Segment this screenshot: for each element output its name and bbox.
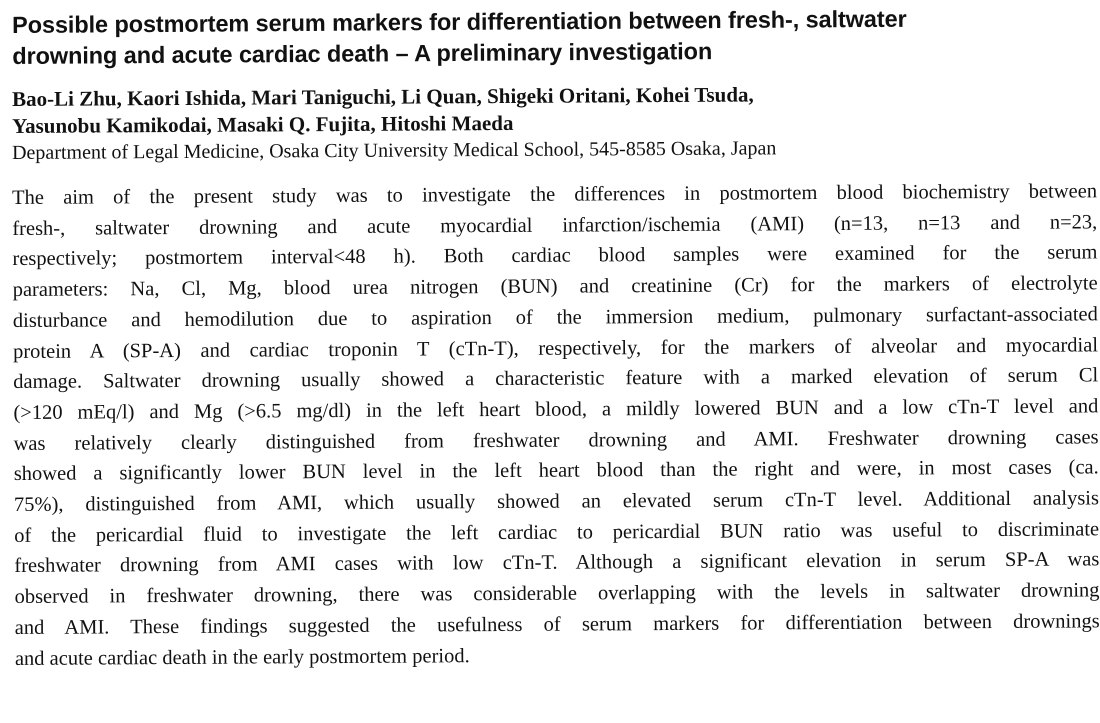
abstract	[12, 176, 1100, 674]
author-line: Yasunobu Kamikodai, Masaki Q. Fujita, Hitoshi Maeda	[12, 110, 514, 138]
abstract-line: respectively; postmortem interval<48 h). Both cardiac blood samples were examined for the serum	[12, 241, 1098, 271]
abstract-line: showed a significantly lower BUN level in the left heart blood than the right and were, in most cases (ca.	[13, 456, 1099, 486]
abstract-line: damage. Saltwater drowning usually showed a characteristic feature with a marked elevation of serum Cl	[13, 364, 1099, 394]
abstract-line: freshwater drowning from AMI cases with low cTn-T. Although a significant elevation in serum SP-A was	[14, 548, 1100, 578]
author-list	[12, 79, 1097, 140]
title-line: drowning and acute cardiac death – A preliminary investigation	[12, 38, 713, 69]
paper-title	[12, 2, 1097, 72]
abstract-line: fresh-, saltwater drowning and acute myocardial infarction/ischemia (AMI) (n=13, n=13 and n=23,	[12, 211, 1098, 240]
title-line: Possible postmortem serum markers for differentiation between fresh-, saltwater	[12, 5, 907, 38]
abstract-line: and AMI. These findings suggested the usefulness of serum markers for differentiation between drownings	[14, 610, 1100, 639]
abstract-line: and acute cardiac death in the early postmortem period.	[14, 644, 470, 670]
author-line: Bao-Li Zhu, Kaori Ishida, Mari Taniguchi, Li Quan, Shigeki Oritani, Kohei Tsuda,	[12, 82, 754, 111]
abstract-line: disturbance and hemodilution due to aspiration of the immersion medium, pulmonary surfactant-associated	[12, 303, 1098, 332]
abstract-line: was relatively clearly distinguished from freshwater drowning and AMI. Freshwater drowning cases	[13, 425, 1099, 455]
abstract-line: protein A (SP-A) and cardiac troponin T (cTn-T), respectively, for the markers of alveolar and myocardial	[12, 333, 1099, 363]
abstract-line: observed in freshwater drowning, there was considerable overlapping with the levels in saltwater drowning	[14, 579, 1100, 609]
abstract-line: (>120 mEq/l) and Mg (>6.5 mg/dl) in the left heart blood, a mildly lowered BUN and a low cTn-T level and	[13, 395, 1099, 424]
affiliation: Department of Legal Medicine, Osaka City University Medical School, 545-8585 Osaka, Japan	[12, 137, 777, 164]
abstract-line: of the pericardial fluid to investigate the left cardiac to pericardial BUN ratio was useful to discriminate	[14, 518, 1100, 547]
paper-page	[12, 5, 1100, 674]
abstract-line: The aim of the present study was to investigate the differences in postmortem blood biochemistry between	[12, 180, 1098, 209]
abstract-line: 75%), distinguished from AMI, which usually showed an elevated serum cTn-T level. Additional analysis	[13, 487, 1100, 517]
abstract-line: parameters: Na, Cl, Mg, blood urea nitrogen (BUN) and creatinine (Cr) for the markers of electrolyte	[12, 272, 1098, 302]
